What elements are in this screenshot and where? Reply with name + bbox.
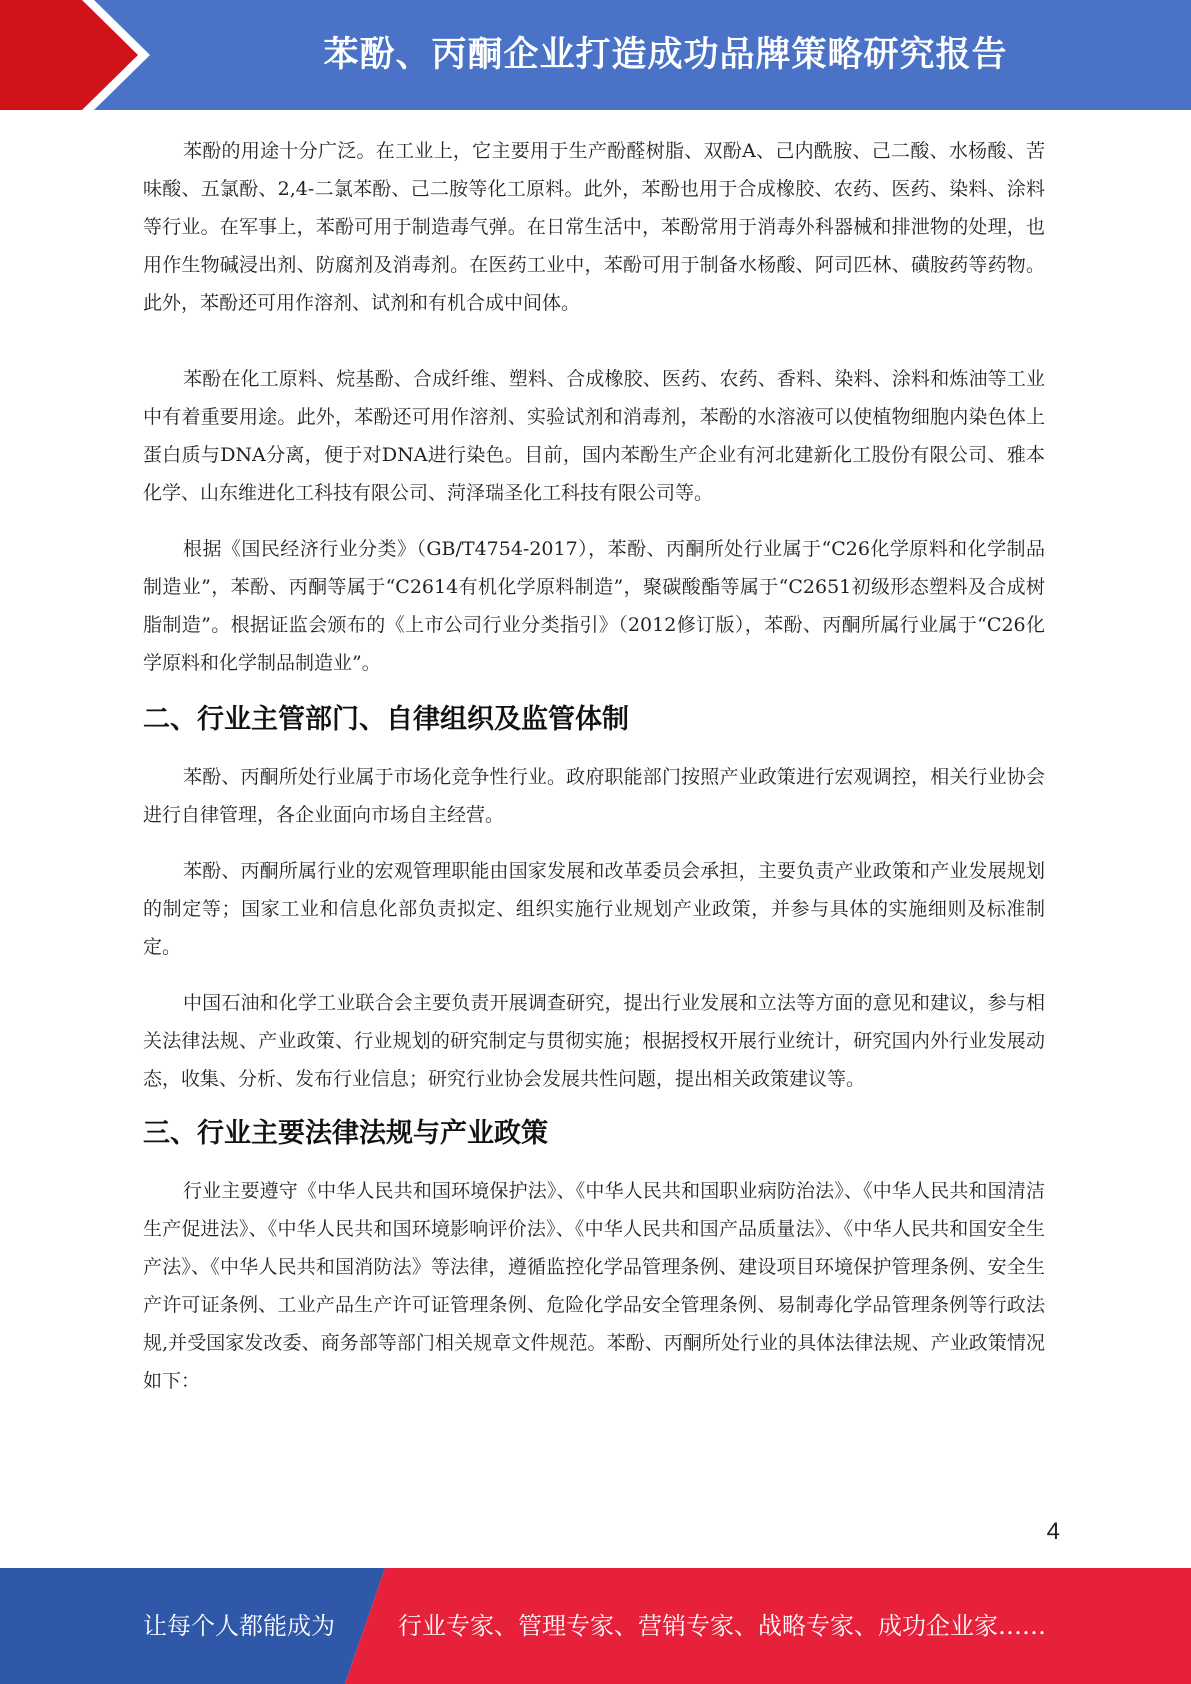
page-number: 4 — [1046, 1518, 1060, 1545]
page-footer — [0, 1568, 1191, 1684]
header-arrow-icon — [0, 0, 160, 110]
section-heading: 三、行业主要法律法规与产业政策 — [143, 1118, 548, 1149]
footer-slogan-right: 行业专家、管理专家、营销专家、战略专家、成功企业家…… — [398, 1612, 1046, 1640]
body-paragraph: 根据《国民经济行业分类》（GB/T4754-2017），苯酚、丙酮所处行业属于“C26化学原料和化学制品制造业”，苯酚、丙酮等属于“C2614有机化学原料制造”，聚碳酸酯等属于“C2651初级形态塑料及合成树脂制造”。根据证监会颁布的《上市公司行业分类指引》（2012修订版），苯酚、丙酮所属行业属于“C26化学原料和化学制品制造业”。 — [143, 538, 1045, 674]
body-paragraph: 行业主要遵守《中华人民共和国环境保护法》、《中华人民共和国职业病防治法》、《中华人民共和国清洁生产促进法》、《中华人民共和国环境影响评价法》、《中华人民共和国产品质量法》、《中华人民共和国安全生产法》、《中华人民共和国消防法》等法律，遵循监控化学品管理条例、建设项目环境保护管理条例、安全生产许可证条例、工业产品生产许可证管理条例、危险化学品安全管理条例、易制毒化学品管理条例等行政法规,并受国家发改委、商务部等部门相关规章文件规范。苯酚、丙酮所处行业的具体法律法规、产业政策情况如下： — [143, 1180, 1045, 1392]
body-paragraph: 苯酚、丙酮所处行业属于市场化竞争性行业。政府职能部门按照产业政策进行宏观调控，相关行业协会进行自律管理，各企业面向市场自主经营。 — [143, 766, 1045, 826]
page-content — [143, 132, 1045, 1400]
footer-slogan-left: 让每个人都能成为 — [143, 1612, 335, 1640]
section-heading: 二、行业主管部门、自律组织及监管体制 — [143, 704, 629, 735]
body-paragraph: 苯酚的用途十分广泛。在工业上，它主要用于生产酚醛树脂、双酚A、己内酰胺、己二酸、水杨酸、苦味酸、五氯酚、2,4-二氯苯酚、己二胺等化工原料。此外，苯酚也用于合成橡胶、农药、医药、染料、涂料等行业。在军事上，苯酚可用于制造毒气弹。在日常生活中，苯酚常用于消毒外科器械和排泄物的处理，也用作生物碱浸出剂、防腐剂及消毒剂。在医药工业中，苯酚可用于制备水杨酸、阿司匹林、磺胺药等药物。此外，苯酚还可用作溶剂、试剂和有机合成中间体。 — [143, 140, 1045, 314]
body-paragraph: 中国石油和化学工业联合会主要负责开展调查研究，提出行业发展和立法等方面的意见和建议，参与相关法律法规、产业政策、行业规划的研究制定与贯彻实施；根据授权开展行业统计，研究国内外行业发展动态，收集、分析、发布行业信息；研究行业协会发展共性问题，提出相关政策建议等。 — [143, 992, 1045, 1090]
report-title: 苯酚、丙酮企业打造成功品牌策略研究报告 — [323, 35, 1008, 75]
body-paragraph: 苯酚、丙酮所属行业的宏观管理职能由国家发展和改革委员会承担，主要负责产业政策和产业发展规划的制定等；国家工业和信息化部负责拟定、组织实施行业规划产业政策，并参与具体的实施细则及标准制定。 — [143, 860, 1045, 958]
body-paragraph: 苯酚在化工原料、烷基酚、合成纤维、塑料、合成橡胶、医药、农药、香料、染料、涂料和炼油等工业中有着重要用途。此外，苯酚还可用作溶剂、实验试剂和消毒剂，苯酚的水溶液可以使植物细胞内染色体上蛋白质与DNA分离，便于对DNA进行染色。目前，国内苯酚生产企业有河北建新化工股份有限公司、雅本化学、山东维进化工科技有限公司、菏泽瑞圣化工科技有限公司等。 — [143, 368, 1045, 504]
page-header — [0, 0, 1191, 110]
